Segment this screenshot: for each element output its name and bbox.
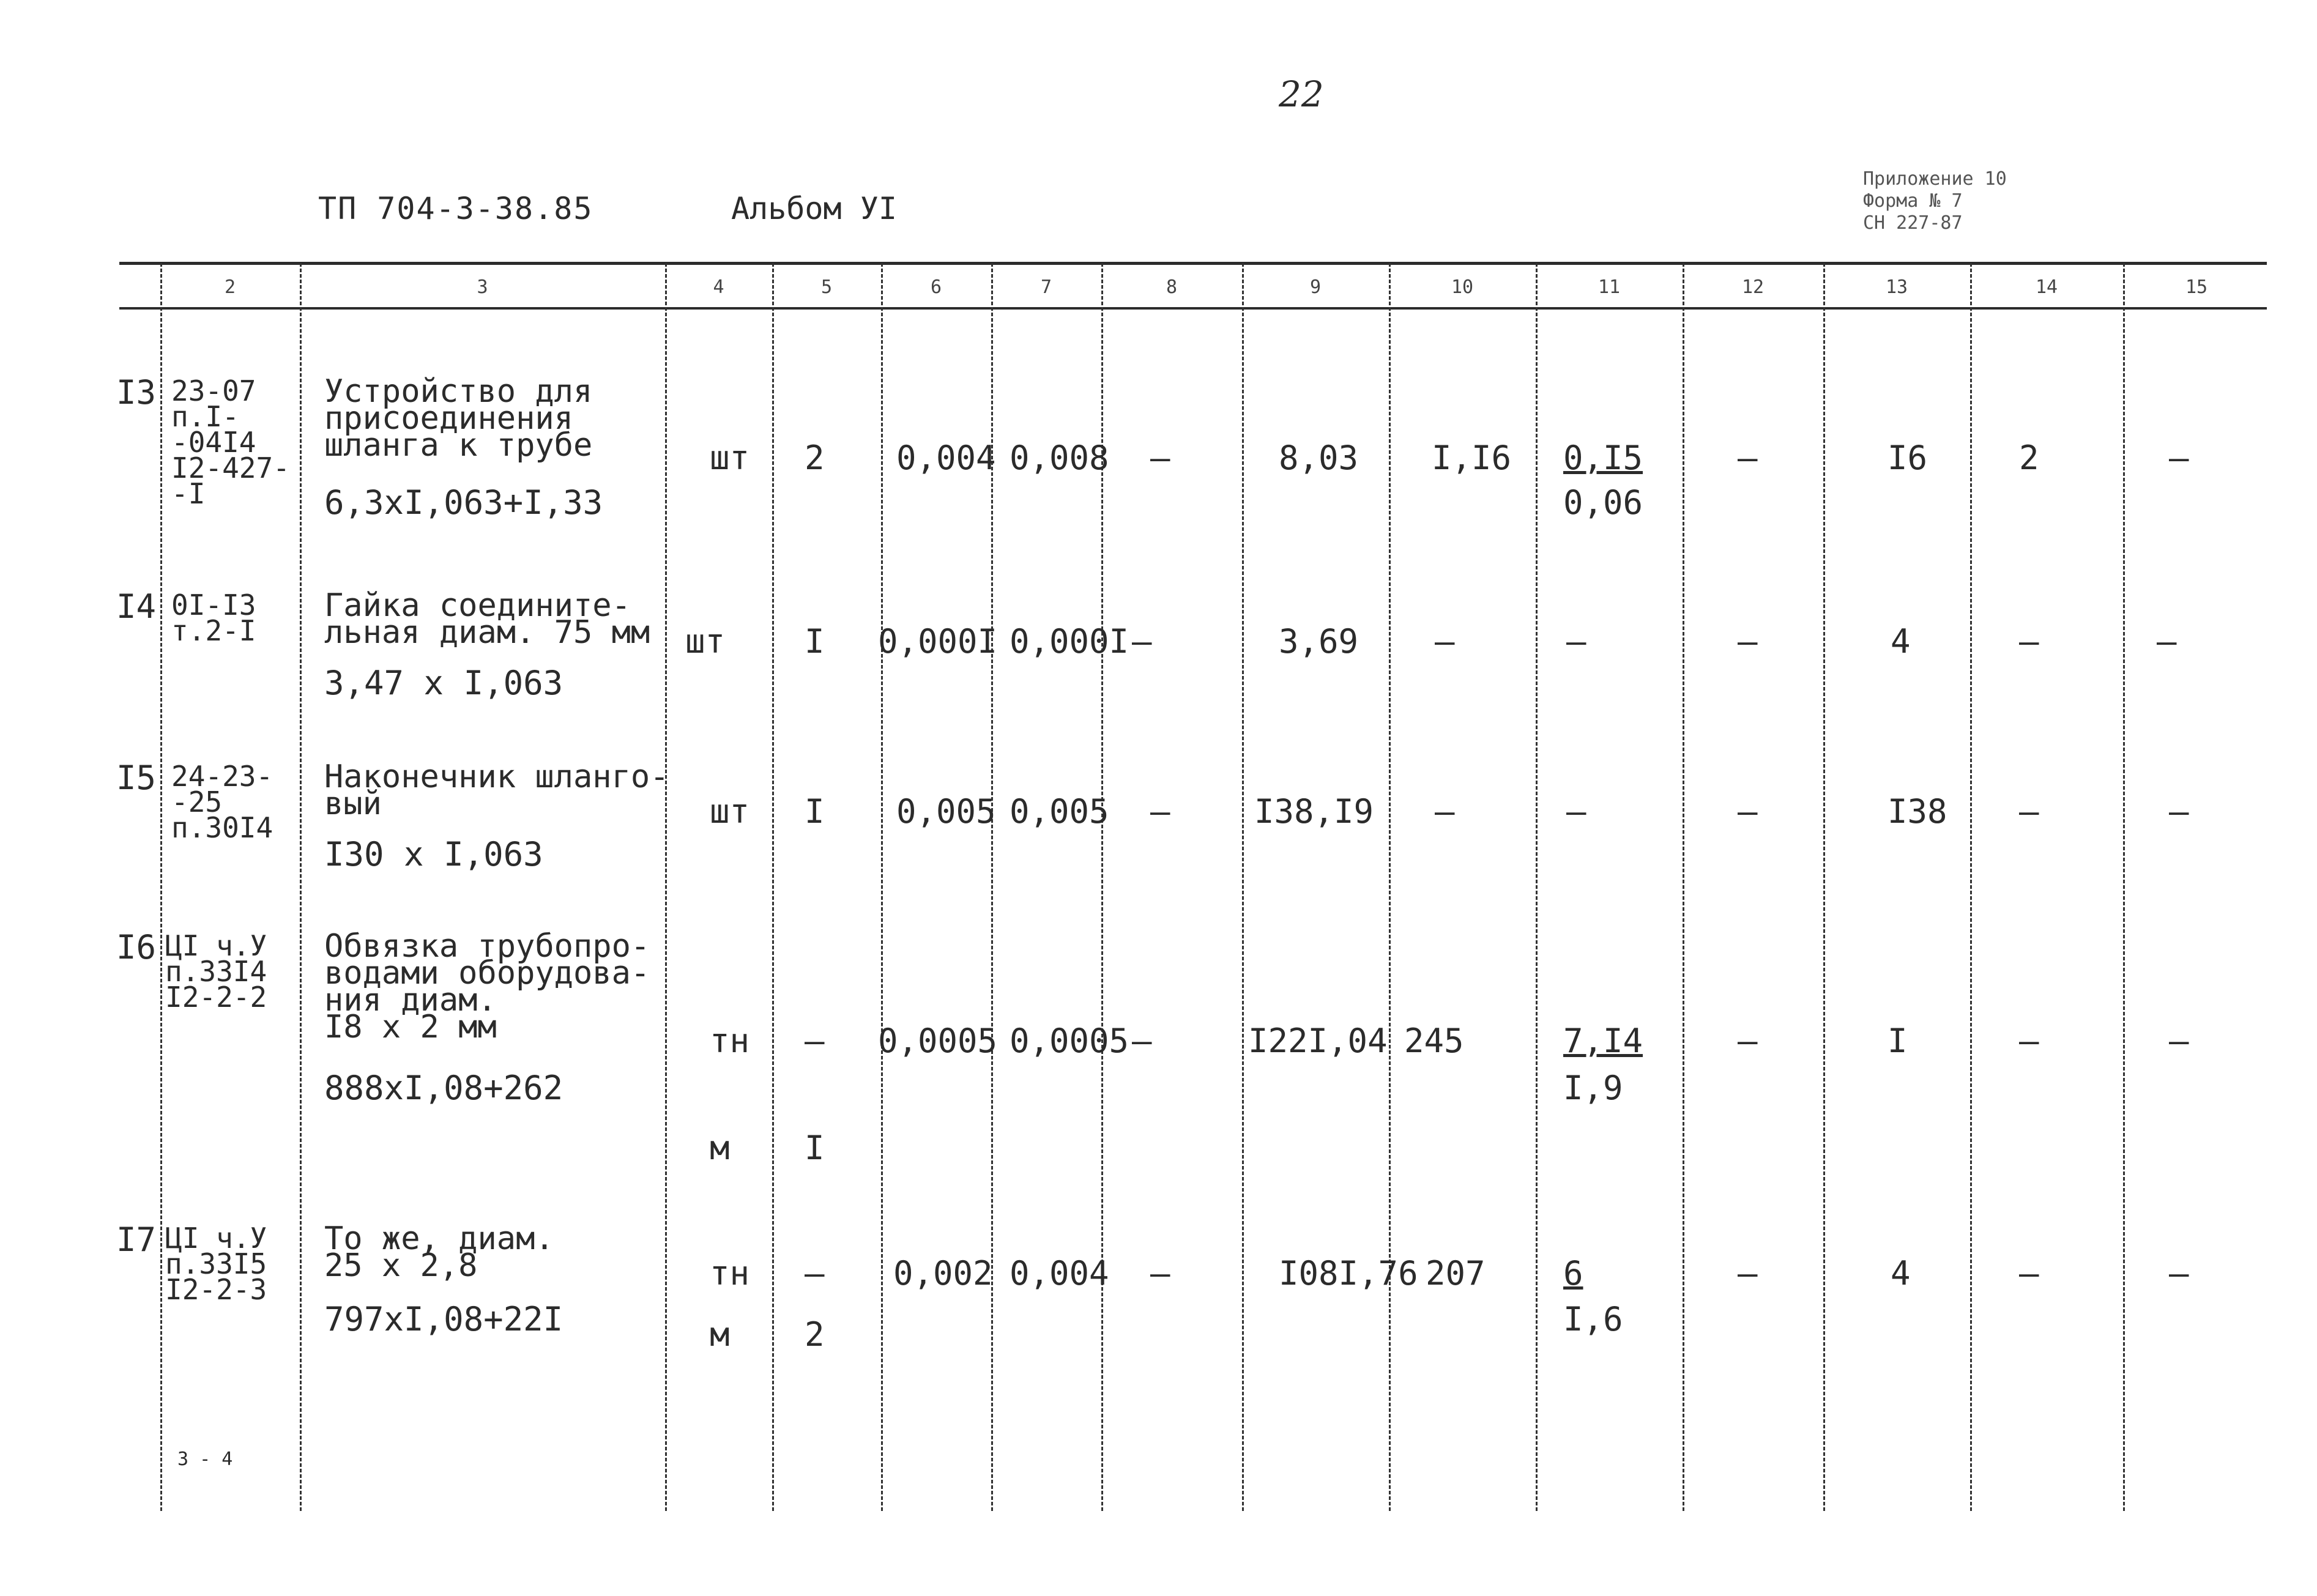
col14-cell: – bbox=[2019, 792, 2039, 831]
unit-cell-2: м bbox=[710, 1129, 730, 1167]
col15-cell: – bbox=[2169, 792, 2189, 831]
col13-cell: 4 bbox=[1891, 1254, 1911, 1293]
col10-cell: – bbox=[1435, 622, 1455, 661]
row-number: I5 bbox=[116, 759, 157, 797]
col8-cell: – bbox=[1132, 622, 1152, 661]
quantity-cell: 2 bbox=[805, 439, 825, 477]
item-description: Устройство для присоединения шланга к трубе bbox=[324, 373, 593, 464]
unit-cell: шт bbox=[710, 439, 750, 477]
column-number: 6 bbox=[930, 277, 942, 298]
table-top-rule bbox=[119, 262, 2267, 265]
column-divider bbox=[1683, 263, 1684, 1511]
col11-top-cell: 0,I5 bbox=[1563, 439, 1643, 477]
col15-cell: – bbox=[2169, 1254, 2189, 1293]
col8-cell: – bbox=[1150, 792, 1170, 831]
norm-code: 23-07 п.I- -04I4 I2-427- -I bbox=[171, 374, 290, 510]
col7-cell: 0,008 bbox=[1010, 439, 1109, 477]
col7-cell: 0,004 bbox=[1010, 1254, 1109, 1293]
footer-mark: 3 - 4 bbox=[177, 1449, 233, 1470]
unit-cell: тн bbox=[710, 1022, 750, 1060]
quantity-cell-2: 2 bbox=[805, 1315, 825, 1354]
unit-cell: шт bbox=[710, 792, 750, 831]
item-calculation: 888хI,08+262 bbox=[324, 1069, 563, 1107]
item-calculation: I30 х I,063 bbox=[324, 835, 543, 874]
col14-cell: – bbox=[2019, 622, 2039, 661]
col14-cell: – bbox=[2019, 1022, 2039, 1060]
col12-cell: – bbox=[1738, 1254, 1758, 1293]
col11-top-cell: 7,I4 bbox=[1563, 1022, 1643, 1060]
unit-cell-2: м bbox=[710, 1315, 730, 1354]
column-divider bbox=[300, 263, 302, 1511]
col15-cell: — bbox=[2157, 622, 2177, 661]
quantity-cell: I bbox=[805, 792, 825, 831]
col9-cell: I22I,04 bbox=[1248, 1022, 1388, 1060]
column-divider bbox=[1823, 263, 1825, 1511]
col13-cell: I bbox=[1887, 1022, 1908, 1060]
col13-cell: 4 bbox=[1891, 622, 1911, 661]
column-number: 14 bbox=[2035, 277, 2058, 298]
col12-cell: – bbox=[1738, 1022, 1758, 1060]
quantity-cell: – bbox=[805, 1022, 825, 1060]
norm-code: ЦI ч.У п.33I5 I2-2-3 bbox=[165, 1222, 267, 1306]
col9-cell: 8,03 bbox=[1279, 439, 1359, 477]
item-calculation: 3,47 х I,063 bbox=[324, 664, 563, 702]
column-number: 4 bbox=[713, 277, 724, 298]
col14-cell: – bbox=[2019, 1254, 2039, 1293]
quantity-cell: I bbox=[805, 622, 825, 661]
col8-cell: – bbox=[1150, 1254, 1170, 1293]
item-description: Наконечник шланго- вый bbox=[324, 759, 669, 822]
document-code: ТП 704-3-38.85 bbox=[318, 191, 593, 226]
col10-cell: – bbox=[1435, 792, 1455, 831]
column-number: 3 bbox=[477, 277, 488, 298]
col8-cell: – bbox=[1132, 1022, 1152, 1060]
col15-cell: – bbox=[2169, 439, 2189, 477]
col6-cell: 0,004 bbox=[896, 439, 996, 477]
unit-cell: шт bbox=[685, 622, 726, 661]
col6-cell: 0,002 bbox=[893, 1254, 993, 1293]
column-divider bbox=[1970, 263, 1972, 1511]
col7-cell: 0,0005 bbox=[1010, 1022, 1129, 1060]
item-description: Гайка соедините- льная диам. 75 мм bbox=[324, 587, 650, 651]
appendix-line: Форма № 7 bbox=[1863, 190, 1963, 212]
col12-cell: – bbox=[1738, 439, 1758, 477]
col11-cell: – bbox=[1566, 622, 1586, 661]
col14-cell: 2 bbox=[2019, 439, 2039, 477]
column-number: 2 bbox=[224, 277, 236, 298]
norm-code: 24-23- -25 п.30I4 bbox=[171, 760, 273, 844]
item-calculation: 797хI,08+22I bbox=[324, 1300, 563, 1338]
col11-cell: – bbox=[1566, 792, 1586, 831]
col10-cell: I,I6 bbox=[1432, 439, 1512, 477]
norm-code: ЦI ч.У п.33I4 I2-2-2 bbox=[165, 929, 267, 1014]
column-number: 15 bbox=[2185, 277, 2208, 298]
appendix-line: Приложение 10 bbox=[1863, 168, 2007, 190]
column-number: 11 bbox=[1597, 277, 1621, 298]
quantity-cell-2: I bbox=[805, 1129, 825, 1167]
column-number: 12 bbox=[1741, 277, 1765, 298]
header-bottom-rule bbox=[119, 307, 2267, 310]
item-description: То же, диам. 25 х 2,8 bbox=[324, 1220, 554, 1284]
col7-cell: 0,000I bbox=[1010, 622, 1129, 661]
col10-cell: 207 bbox=[1426, 1254, 1486, 1293]
column-divider bbox=[1536, 263, 1538, 1511]
column-number: 5 bbox=[820, 277, 833, 298]
norm-code: 0I-I3 т.2-I bbox=[171, 588, 256, 647]
column-number: 13 bbox=[1885, 277, 1908, 298]
col12-cell: – bbox=[1738, 792, 1758, 831]
appendix-note bbox=[1863, 168, 2007, 234]
column-number: 7 bbox=[1040, 277, 1052, 298]
quantity-cell: – bbox=[805, 1254, 825, 1293]
col12-cell: – bbox=[1738, 622, 1758, 661]
col11-bottom-cell: I,9 bbox=[1563, 1069, 1623, 1107]
row-number: I4 bbox=[116, 587, 157, 626]
column-number: 10 bbox=[1451, 277, 1474, 298]
column-divider bbox=[1242, 263, 1244, 1511]
unit-cell: тн bbox=[710, 1254, 750, 1293]
column-number: 8 bbox=[1166, 277, 1178, 298]
column-divider bbox=[1389, 263, 1391, 1511]
col9-cell: I38,I9 bbox=[1254, 792, 1374, 831]
item-description: Обвязка трубопро- водами оборудова- ния диам. I8 х 2 мм bbox=[324, 928, 650, 1045]
column-number: 9 bbox=[1309, 277, 1322, 298]
row-number: I6 bbox=[116, 928, 157, 967]
column-divider bbox=[772, 263, 774, 1511]
column-divider bbox=[665, 263, 667, 1511]
album-label: Альбом УI bbox=[731, 191, 897, 226]
col9-cell: 3,69 bbox=[1279, 622, 1359, 661]
row-number: I3 bbox=[116, 373, 157, 412]
row-number: I7 bbox=[116, 1220, 157, 1259]
column-divider bbox=[160, 263, 162, 1511]
col6-cell: 0,0005 bbox=[878, 1022, 998, 1060]
col8-cell: – bbox=[1150, 439, 1170, 477]
column-divider bbox=[2123, 263, 2125, 1511]
col11-bottom-cell: 0,06 bbox=[1563, 483, 1643, 522]
page-number: 22 bbox=[1279, 73, 1324, 115]
col6-cell: 0,000I bbox=[878, 622, 998, 661]
col11-bottom-cell: I,6 bbox=[1563, 1300, 1623, 1338]
col9-cell: I08I,76 bbox=[1279, 1254, 1418, 1293]
col13-cell: I6 bbox=[1887, 439, 1928, 477]
col13-cell: I38 bbox=[1887, 792, 1947, 831]
col6-cell: 0,005 bbox=[896, 792, 996, 831]
item-calculation: 6,3хI,063+I,33 bbox=[324, 483, 603, 522]
col15-cell: – bbox=[2169, 1022, 2189, 1060]
col10-cell: 245 bbox=[1404, 1022, 1464, 1060]
col11-top-cell: 6 bbox=[1563, 1254, 1583, 1293]
column-divider bbox=[881, 263, 883, 1511]
col7-cell: 0,005 bbox=[1010, 792, 1109, 831]
appendix-line: СН 227-87 bbox=[1863, 212, 1963, 234]
